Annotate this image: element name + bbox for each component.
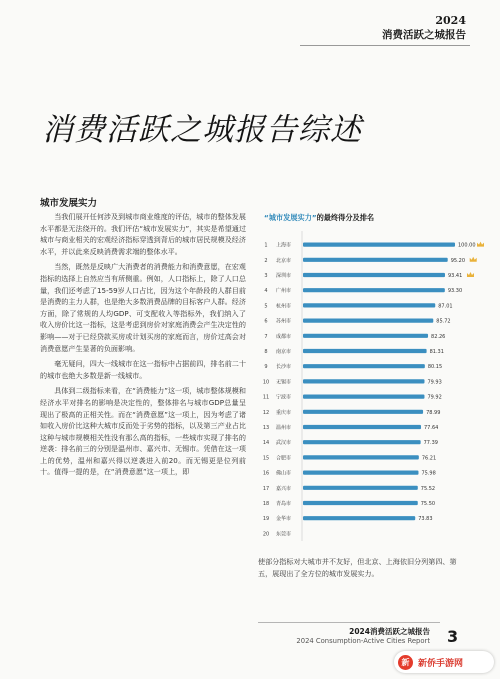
chart-category-label: 温州市 — [276, 425, 292, 431]
chart-rank-label: 13 — [262, 425, 270, 431]
chart-category-label: 深圳市 — [276, 273, 292, 279]
chart-data-label: 77.39 — [423, 440, 438, 447]
chart-bar — [303, 410, 423, 414]
header-year: 2024 — [435, 14, 466, 27]
chart-bar — [303, 273, 445, 277]
chart-category-label: 东莞市 — [276, 531, 292, 538]
chart-rank-label: 1 — [264, 242, 268, 249]
chart-rank-label: 6 — [264, 318, 268, 325]
watermark-text: 新侨手游网 — [418, 658, 464, 669]
chart-rank-label: 9 — [264, 364, 268, 371]
chart-data-label: 95.20 — [450, 257, 466, 264]
chart-bar — [303, 288, 445, 292]
chart-bar — [303, 349, 427, 353]
chart-bar — [303, 471, 418, 475]
chart-category-label: 北京市 — [276, 257, 292, 264]
chart-category-label: 宁波市 — [276, 394, 292, 401]
chart-bar — [303, 455, 419, 459]
chart-bar — [303, 516, 415, 520]
chart-category-label: 重庆市 — [276, 409, 292, 416]
chart-bar — [303, 425, 421, 429]
chart-data-label: 75.50 — [420, 501, 436, 507]
chart-rank-label: 20 — [262, 531, 270, 538]
chart-bar — [303, 319, 433, 323]
page-number: 3 — [447, 627, 459, 646]
chart-category-label: 嘉兴市 — [276, 485, 292, 492]
chart-rank-label: 11 — [262, 394, 270, 401]
footer-subtitle: 2024 Consumption-Active Cities Report — [296, 637, 430, 645]
paragraph: 当然，既然是反映广大消费者的消费能力和消费意愿，在宏观指标的选择上自然应当有所侧重。例如，人口指标上，除了人口总量，我们还考虑了15-59岁人口占比，因为这个年龄段的人群目前是消费的主力人群，也是绝大多数消费品牌的目标客户人群。经济方面，除了常规的人均GDP、可支配收入等指标外，我们纳入了收入房价比这一指标，这是考虑到房价对家庭消费会产生决定性的影响——对于已经贷款买房或计划买房的家庭而言，房价过高会对消费意愿产生显著的负面影响。 — [40, 262, 246, 353]
chart-category-label: 无锡市 — [276, 379, 292, 386]
crown-icon — [467, 272, 474, 277]
chart-bar — [303, 395, 424, 399]
chart-data-label: 93.41 — [447, 273, 463, 279]
chart-bar — [303, 334, 428, 338]
chart-bar — [303, 501, 418, 505]
chart-data-label: 73.83 — [418, 516, 433, 523]
chart-data-label: 77.64 — [424, 425, 439, 431]
chart-bar — [303, 258, 448, 262]
paragraph: 具体到二级指标来看，在“消费能力”这一项，城市整体规模和经济水平对排名的影响是决定性的，整体排名与城市GDP总量呈现出了极高的正相关性。而在“消费意愿”这一项上，因为考虑了诸如收入房价比这种大城市反而处于劣势的指标，以及第三产业占比这种与城市规模相关性没有那么高的指标，一些城市实现了排名的逆袭：排名前三的分别是温州市、嘉兴市、无锡市。凭借在这一项上的优势，温州和嘉兴得以逆袭进入前20。而无锡更是位列前十。值得一提的是，在“消费意愿”这一项上，即 — [40, 386, 246, 477]
chart-data-label: 76.21 — [421, 455, 437, 462]
chart-data-label: 85.72 — [436, 318, 451, 325]
chart-rank-label: 10 — [262, 379, 270, 386]
chart-category-label: 金华市 — [276, 516, 292, 523]
chart-rank-label: 19 — [262, 516, 270, 523]
chart-bar — [303, 243, 455, 247]
chart-title-rest: 的最终得分及排名 — [316, 213, 375, 222]
chart-title-quote: “城市发展实力” — [264, 213, 317, 222]
chart-bar — [303, 303, 435, 307]
chart-rank-label: 8 — [264, 349, 268, 355]
paragraph: 毫无疑问，四大一线城市在这一指标中占据前四，排名前二十的城市也绝大多数是新一线城市。 — [40, 359, 246, 380]
chart-data-label: 82.26 — [431, 333, 446, 340]
section-heading: 城市发展实力 — [40, 198, 98, 209]
chart-rank-label: 3 — [264, 273, 268, 279]
chart-bar — [303, 440, 421, 444]
chart-category-label: 成都市 — [276, 333, 292, 340]
chart-data-label: 100.00 — [458, 242, 476, 249]
crown-icon — [477, 242, 484, 247]
chart-category-label: 上海市 — [276, 242, 292, 249]
chart-rank-label: 7 — [264, 333, 268, 340]
chart-bar — [303, 379, 424, 383]
crown-icon — [470, 257, 477, 262]
chart-data-label: 79.93 — [427, 379, 442, 386]
chart-rank-label: 14 — [262, 440, 270, 447]
chart-data-label: 87.01 — [438, 303, 453, 310]
chart-rank-label: 17 — [262, 485, 270, 492]
chart-rank-label: 15 — [262, 455, 270, 462]
chart-rank-label: 18 — [262, 501, 270, 507]
chart-rank-label: 12 — [262, 409, 270, 416]
chart-rank-label: 16 — [262, 470, 270, 477]
chart-category-label: 武汉市 — [276, 440, 292, 447]
header-title: 消费活跃之城报告 — [382, 29, 466, 41]
chart-plot — [258, 231, 476, 543]
footer-divider — [258, 622, 440, 623]
chart-data-label: 81.31 — [429, 349, 444, 355]
chart-caption: 使部分指标对大城市并不友好，但北京、上海依旧分列第四、第五，展现出了全方位的城市发展实力。 — [258, 557, 457, 578]
watermark-badge[interactable] — [394, 651, 494, 673]
chart-category-label: 青岛市 — [276, 501, 292, 507]
page-title: 消费活跃之城报告综述 — [42, 112, 362, 148]
paragraph: 当我们展开任何涉及到城市商业维度的评估，城市的整体发展水平都是无法绕开的。我们评估“城市发展实力”，其实是希望通过城市与商业相关的宏观经济指标穿透到背后的城市居民规模及经济水平，并以此来反映消费需求端的整体水平。 — [40, 212, 246, 256]
watermark-logo-icon: 新 — [398, 655, 413, 670]
city-ranking-chart — [258, 211, 476, 546]
chart-rank-label: 5 — [264, 303, 268, 310]
chart-data-label: 75.52 — [420, 485, 436, 492]
chart-data-label: 75.98 — [421, 470, 436, 477]
chart-category-label: 长沙市 — [276, 364, 292, 371]
chart-bar — [303, 364, 425, 368]
chart-category-label: 杭州市 — [276, 303, 292, 310]
chart-data-label: 79.92 — [427, 394, 442, 401]
body-text-column — [40, 211, 246, 482]
chart-category-label: 合肥市 — [276, 455, 292, 462]
chart-data-label: 80.15 — [427, 364, 443, 371]
chart-category-label: 广州市 — [276, 288, 292, 295]
chart-rank-label: 2 — [264, 257, 268, 264]
chart-title — [264, 213, 374, 223]
chart-category-label: 苏州市 — [276, 318, 292, 325]
chart-category-label: 佛山市 — [276, 470, 292, 477]
footer-title: 2024消费活跃之城报告 — [349, 627, 430, 636]
chart-data-label: 78.99 — [426, 409, 441, 416]
chart-rank-label: 4 — [264, 288, 268, 295]
page-header — [300, 0, 500, 50]
header-divider — [300, 45, 470, 46]
chart-category-label: 南京市 — [276, 349, 292, 355]
chart-bar — [303, 486, 418, 490]
chart-data-label: 93.30 — [447, 288, 463, 295]
